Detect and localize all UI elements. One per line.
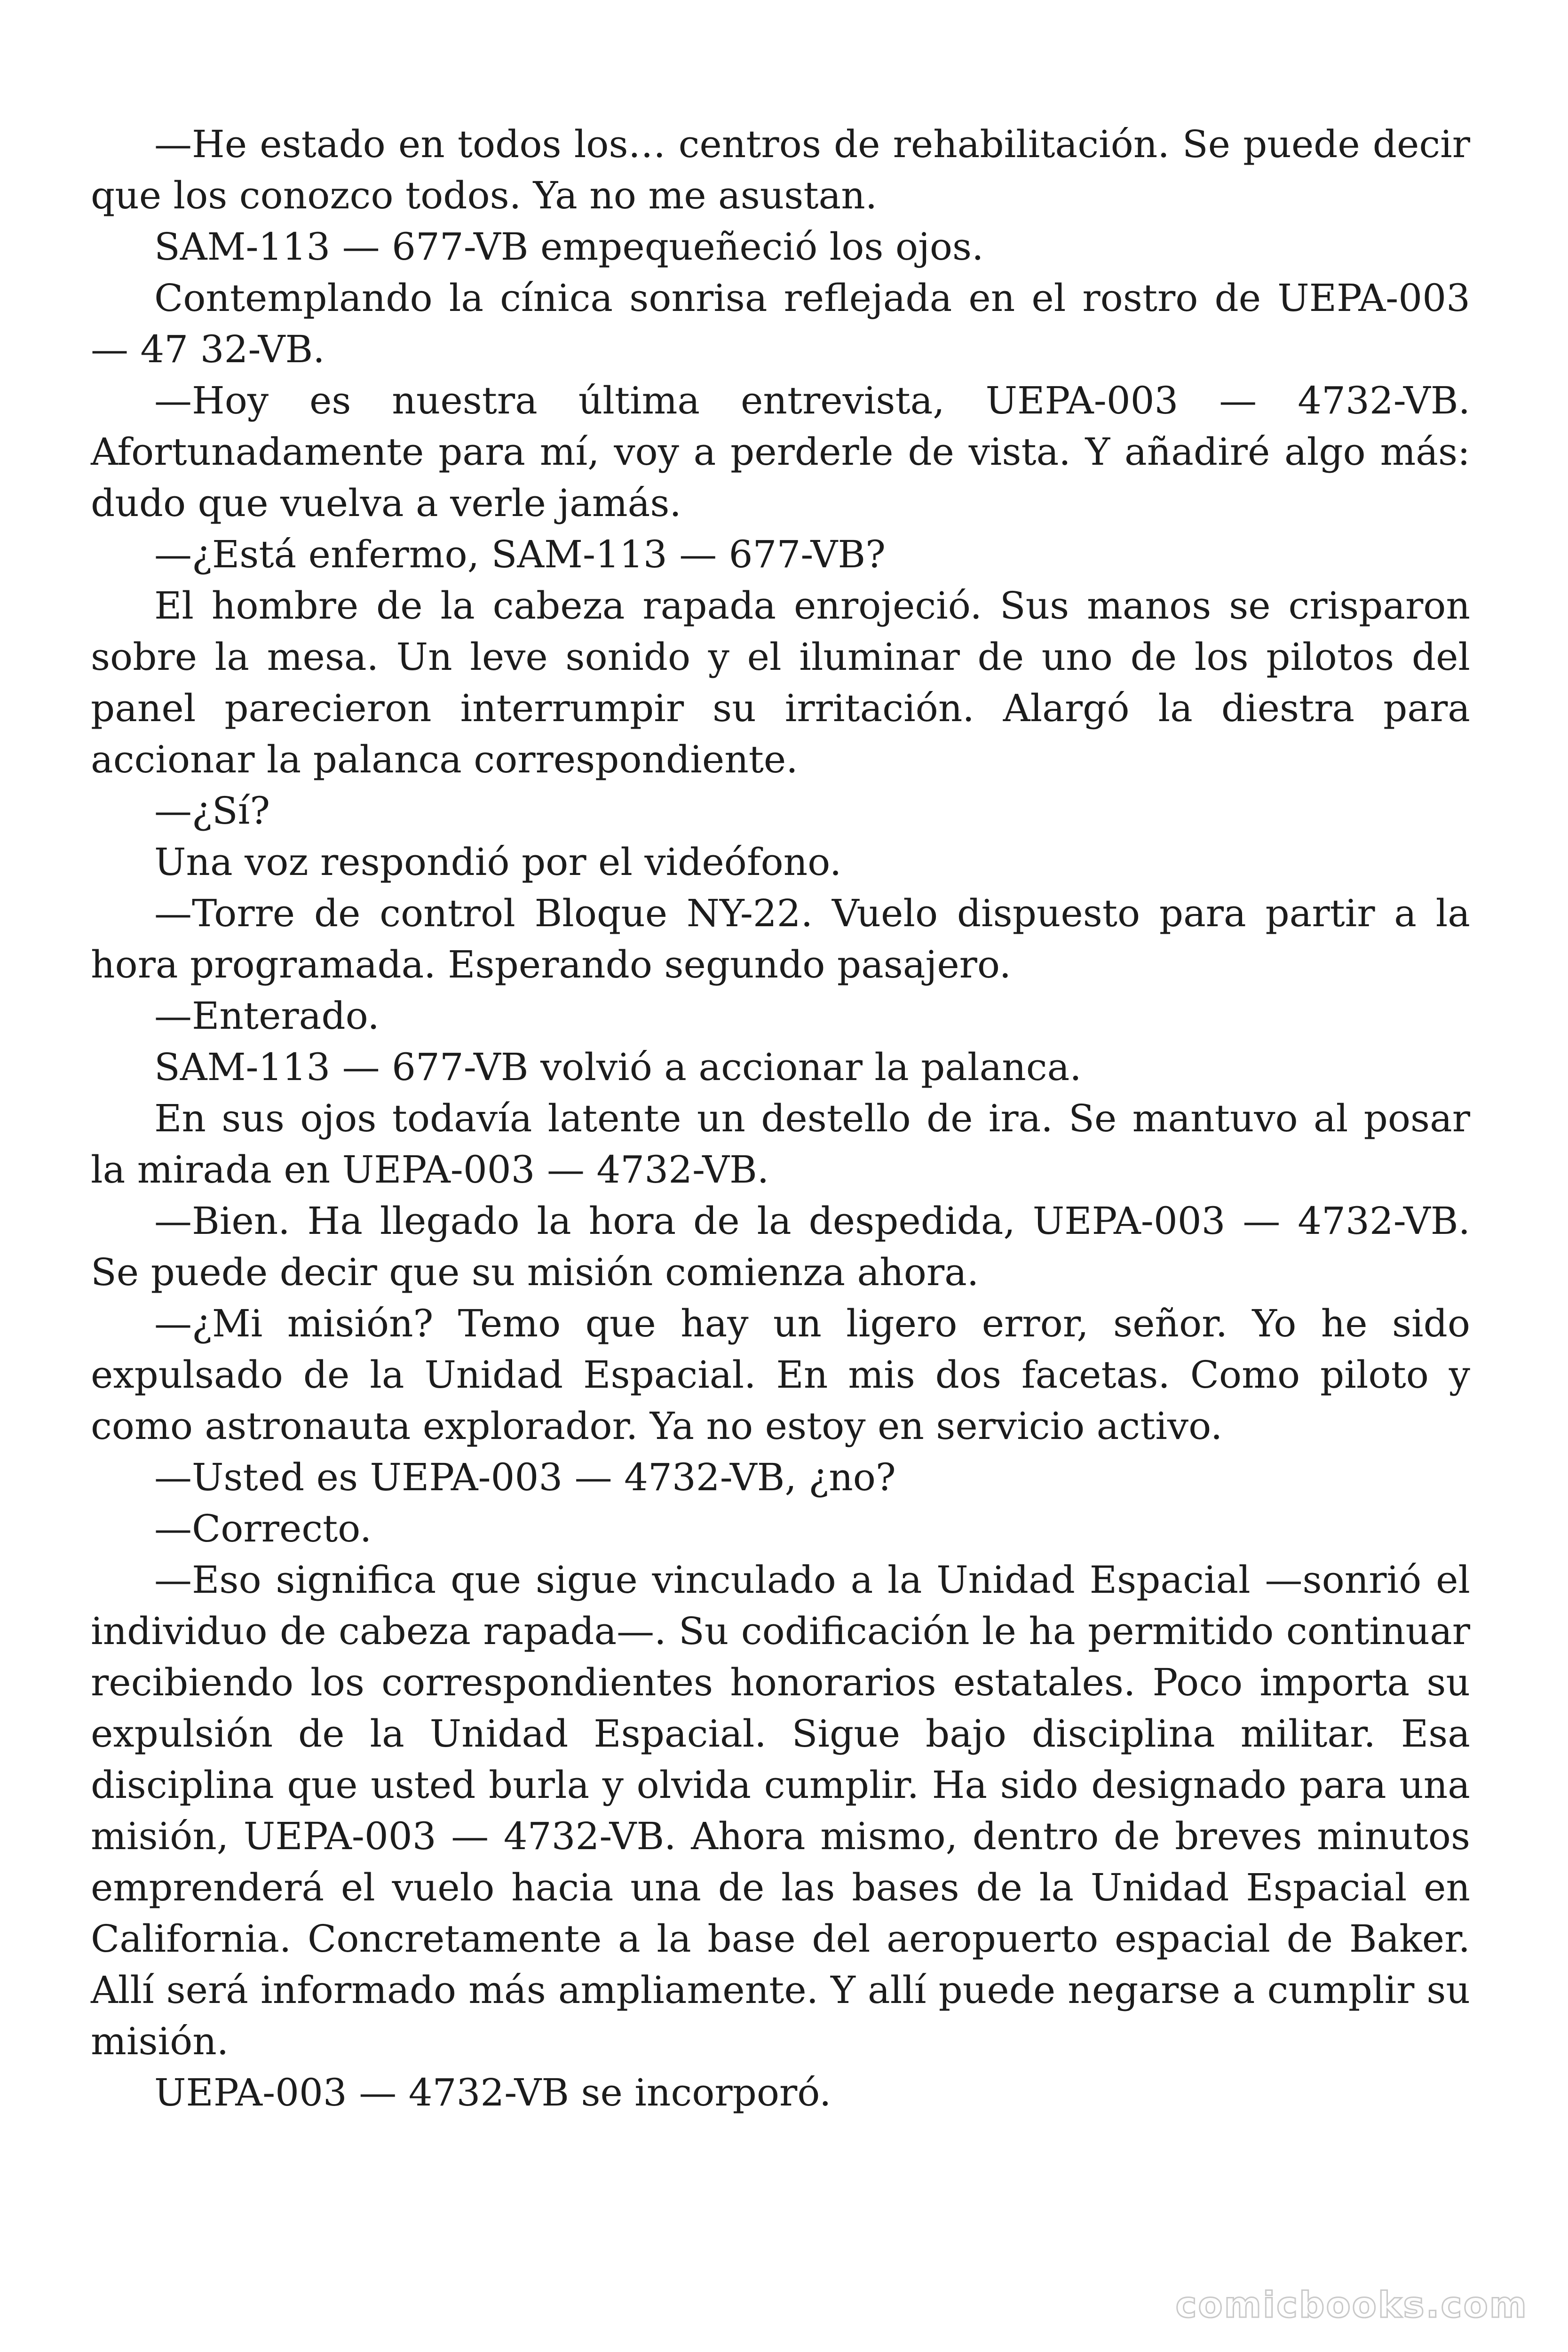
paragraph: —¿Está enfermo, SAM-113 — 677-VB? [154,532,886,576]
paragraph: Contemplando la cínica sonrisa reflejada en el rostro de UEPA-003 — 47 32-VB. [91,276,1470,371]
paragraph: —¿Mi misión? Temo que hay un ligero error, señor. Yo he sido expulsado de la Unidad Espacial. En mis dos facetas. Como piloto y como astronauta explorador. Ya no estoy en servicio activo. [91,1302,1470,1448]
paragraph: —¿Sí? [154,789,270,833]
paragraph: UEPA-003 — 4732-VB se incorporó. [154,2071,832,2114]
paragraph: SAM-113 — 677-VB empequeñeció los ojos. [154,225,984,269]
book-page-text [91,119,1470,2118]
paragraph: —Torre de control Bloque NY-22. Vuelo dispuesto para partir a la hora programada. Esperando segundo pasajero. [91,891,1470,986]
paragraph: En sus ojos todavía latente un destello de ira. Se mantuvo al posar la mirada en UEPA-003 — 4732-VB. [91,1097,1470,1192]
paragraph: —Bien. Ha llegado la hora de la despedida, UEPA-003 — 4732-VB. Se puede decir que su misión comienza ahora. [91,1199,1470,1294]
paragraph: SAM-113 — 677-VB volvió a accionar la palanca. [154,1045,1082,1089]
paragraph: Una voz respondió por el videófono. [154,840,842,884]
paragraph: —Usted es UEPA-003 — 4732-VB, ¿no? [154,1455,896,1499]
paragraph: —Hoy es nuestra última entrevista, UEPA-003 — 4732-VB. Afortunadamente para mí, voy a perderle de vista. Y añadiré algo más: dudo que vuelva a verle jamás. [91,379,1470,525]
paragraph: —Enterado. [154,994,380,1038]
paragraph: —He estado en todos los… centros de rehabilitación. Se puede decir que los conozco todos. Ya no me asustan. [91,122,1470,217]
paragraph: El hombre de la cabeza rapada enrojeció. Sus manos se crisparon sobre la mesa. Un leve sonido y el iluminar de uno de los pilotos del panel parecieron interrumpir su irritación. Alargó la diestra para accionar la palanca correspondiente. [91,584,1470,781]
paragraph: —Correcto. [154,1507,372,1550]
paragraph: —Eso significa que sigue vinculado a la Unidad Espacial —sonrió el individuo de cabeza rapada—. Su codificación le ha permitido continuar recibiendo los correspondientes honorarios estatales. Poco importa su expulsión de la Unidad Espacial. Sigue bajo disciplina militar. Esa disciplina que usted burla y olvida cumplir. Ha sido designado para una misión, UEPA-003 — 4732-VB. Ahora mismo, dentro de breves minutos emprenderá el vuelo hacia una de las bases de la Unidad Espacial en California. Concretamente a la base del aeropuerto espacial de Baker. Allí será informado más ampliamente. Y allí puede negarse a cumplir su misión. [91,1558,1470,2063]
watermark: comicbooks.com [1175,2284,1528,2326]
